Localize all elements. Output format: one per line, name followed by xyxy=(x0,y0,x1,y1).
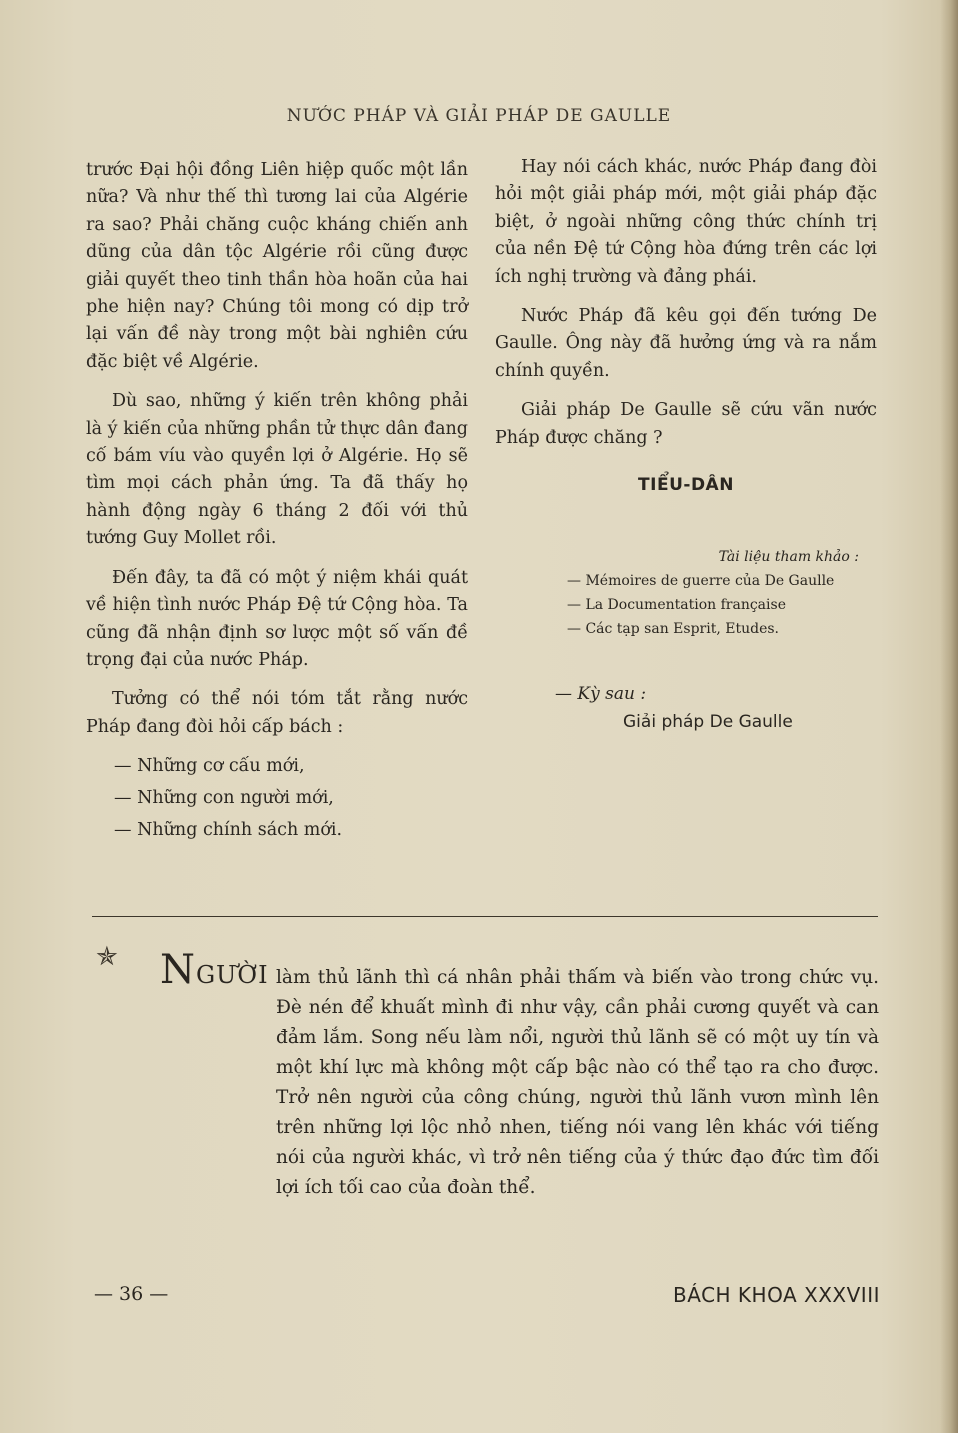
page-number: — 36 — xyxy=(94,1283,169,1305)
left-paragraph-3: Đến đây, ta đã có một ý niệm khái quát về hiện tình nước Pháp Đệ tứ Cộng hòa. Ta cũng đã nhận định sơ lược một số vấn đề trọng đại của nước Pháp. xyxy=(86,567,468,670)
left-paragraph-4: Tưởng có thể nói tóm tắt rằng nước Pháp đang đòi hỏi cấp bách : xyxy=(86,689,468,737)
list-item: — Những con người mới, xyxy=(114,788,334,809)
reference-item: — La Documentation française xyxy=(567,597,786,614)
reference-item: — Mémoires de guerre của De Gaulle xyxy=(567,573,835,590)
author-signature: TIỂU-DÂN xyxy=(638,475,734,496)
next-issue xyxy=(495,681,877,736)
right-paragraph-3: Giải pháp De Gaulle sẽ cứu vãn nước Pháp được chăng ? xyxy=(495,400,877,448)
next-issue-title: Giải pháp De Gaulle xyxy=(623,711,793,732)
section-divider xyxy=(92,916,878,917)
page-edge-shadow xyxy=(940,0,958,1433)
list-item: — Những chính sách mới. xyxy=(114,820,343,841)
dropcap-rest: GƯỜI xyxy=(196,961,269,989)
right-paragraph-1: Hay nói cách khác, nước Pháp đang đòi hỏi một giải pháp mới, một giải pháp đặc biệt, ở ngoài những công thức chính trị của nền Đệ tứ Cộng hòa đứng trên các lợi ích nghị trường và đảng phái. xyxy=(495,157,877,287)
references-title: Tài liệu tham khảo : xyxy=(718,549,859,566)
next-issue-label: — Kỳ sau : xyxy=(555,684,647,705)
left-paragraph-1: trước Đại hội đồng Liên hiệp quốc một lần nữa? Và như thế thì tương lai của Algérie ra sao? Phải chăng cuộc kháng chiến anh dũng của dân tộc Algérie rồi cũng được giải quyết theo tinh thần hòa hoãn của hai phe hiện nay? Chúng tôi mong có dịp trở lại vấn đề này trong một bài nghiên cứu đặc biệt về Algérie. xyxy=(86,160,468,372)
quote-dropcap xyxy=(160,948,269,997)
left-column xyxy=(86,157,468,849)
right-paragraph-2: Nước Pháp đã kêu gọi đến tướng De Gaulle. Ông này đã hưởng ứng và ra nắm chính quyền. xyxy=(495,306,877,381)
star-icon: ✯ xyxy=(96,942,118,972)
reference-item: — Các tạp san Esprit, Etudes. xyxy=(567,621,779,638)
dropcap-letter: N xyxy=(160,947,196,993)
quote-text: làm thủ lãnh thì cá nhân phải thấm và biến vào trong chức vụ. Đè nén để khuất mình đi như vậy, cần phải cương quyết và can đảm lắm. Song nếu làm nổi, người thủ lãnh sẽ có một uy tín và một khí lực mà không một cấp bậc nào có thể tạo ra cho được. Trở nên người của công chúng, người thủ lãnh vươn mình lên trên những lợi lộc nhỏ nhen, tiếng nói vang lên khác với tiếng nói của người khác, vì trở nên tiếng của ý thức đạo đức tìm đối lợi ích tối cao của đoàn thể. xyxy=(276,967,879,1198)
magazine-name: BÁCH KHOA XXXVIII xyxy=(673,1283,880,1307)
running-head: NƯỚC PHÁP VÀ GIẢI PHÁP DE GAULLE xyxy=(286,106,672,126)
right-column xyxy=(495,154,877,736)
needs-list xyxy=(114,753,468,844)
left-paragraph-2: Dù sao, những ý kiến trên không phải là ý kiến của những phần tử thực dân đang cố bám víu vào quyền lợi ở Algérie. Họ sẽ tìm mọi cách phản ứng. Ta đã thấy họ hành động ngày 6 tháng 2 đối với thủ tướng Guy Mollet rồi. xyxy=(86,391,468,549)
list-item: — Những cơ cấu mới, xyxy=(114,756,305,777)
references xyxy=(495,545,877,641)
